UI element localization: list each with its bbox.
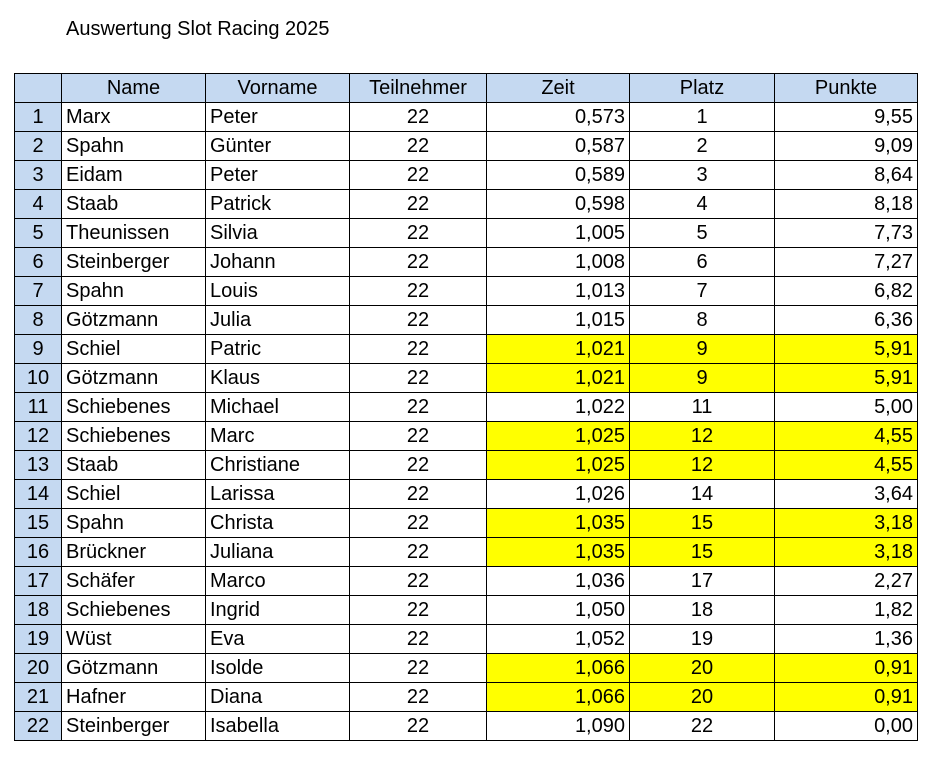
row-index: 5 (15, 219, 62, 248)
cell-zeit: 1,015 (487, 306, 630, 335)
cell-punkte: 3,18 (775, 509, 918, 538)
cell-platz: 11 (630, 393, 775, 422)
row-index: 16 (15, 538, 62, 567)
cell-platz: 20 (630, 654, 775, 683)
cell-zeit: 1,026 (487, 480, 630, 509)
cell-punkte: 2,27 (775, 567, 918, 596)
cell-zeit: 1,052 (487, 625, 630, 654)
cell-name: Spahn (62, 277, 206, 306)
cell-platz: 22 (630, 712, 775, 741)
cell-zeit: 1,021 (487, 364, 630, 393)
cell-platz: 4 (630, 190, 775, 219)
row-index: 7 (15, 277, 62, 306)
cell-teilnehmer: 22 (350, 103, 487, 132)
cell-teilnehmer: 22 (350, 219, 487, 248)
cell-teilnehmer: 22 (350, 654, 487, 683)
row-index: 18 (15, 596, 62, 625)
cell-platz: 15 (630, 509, 775, 538)
cell-name: Marx (62, 103, 206, 132)
cell-zeit: 1,013 (487, 277, 630, 306)
cell-vorname: Peter (206, 161, 350, 190)
cell-platz: 1 (630, 103, 775, 132)
table-row (15, 538, 918, 567)
results-table (14, 73, 918, 741)
header-name: Name (62, 74, 206, 103)
cell-punkte: 5,91 (775, 364, 918, 393)
page-title: Auswertung Slot Racing 2025 (66, 18, 330, 40)
row-index: 6 (15, 248, 62, 277)
cell-punkte: 6,36 (775, 306, 918, 335)
cell-punkte: 1,82 (775, 596, 918, 625)
row-index: 12 (15, 422, 62, 451)
row-index: 4 (15, 190, 62, 219)
row-index: 10 (15, 364, 62, 393)
cell-name: Schiebenes (62, 596, 206, 625)
cell-teilnehmer: 22 (350, 335, 487, 364)
cell-name: Götzmann (62, 654, 206, 683)
cell-teilnehmer: 22 (350, 277, 487, 306)
cell-punkte: 3,64 (775, 480, 918, 509)
table-row (15, 683, 918, 712)
cell-name: Schäfer (62, 567, 206, 596)
cell-vorname: Louis (206, 277, 350, 306)
cell-platz: 18 (630, 596, 775, 625)
cell-name: Schiebenes (62, 393, 206, 422)
cell-teilnehmer: 22 (350, 393, 487, 422)
cell-punkte: 7,73 (775, 219, 918, 248)
table-row (15, 306, 918, 335)
cell-zeit: 0,587 (487, 132, 630, 161)
cell-vorname: Patric (206, 335, 350, 364)
cell-platz: 2 (630, 132, 775, 161)
cell-platz: 3 (630, 161, 775, 190)
row-index: 17 (15, 567, 62, 596)
row-index: 1 (15, 103, 62, 132)
cell-vorname: Michael (206, 393, 350, 422)
cell-platz: 14 (630, 480, 775, 509)
row-index: 9 (15, 335, 62, 364)
cell-vorname: Christiane (206, 451, 350, 480)
cell-teilnehmer: 22 (350, 132, 487, 161)
cell-punkte: 8,18 (775, 190, 918, 219)
cell-vorname: Johann (206, 248, 350, 277)
cell-zeit: 0,573 (487, 103, 630, 132)
table-row (15, 219, 918, 248)
cell-vorname: Julia (206, 306, 350, 335)
header-vorname: Vorname (206, 74, 350, 103)
cell-vorname: Christa (206, 509, 350, 538)
row-index: 8 (15, 306, 62, 335)
cell-platz: 17 (630, 567, 775, 596)
row-index: 20 (15, 654, 62, 683)
table-row (15, 248, 918, 277)
cell-vorname: Marc (206, 422, 350, 451)
cell-teilnehmer: 22 (350, 538, 487, 567)
cell-zeit: 1,035 (487, 509, 630, 538)
cell-zeit: 1,036 (487, 567, 630, 596)
cell-teilnehmer: 22 (350, 509, 487, 538)
table-row (15, 161, 918, 190)
header-platz: Platz (630, 74, 775, 103)
header-row (15, 74, 918, 103)
table-row (15, 335, 918, 364)
cell-zeit: 1,021 (487, 335, 630, 364)
header-teilnehmer: Teilnehmer (350, 74, 487, 103)
cell-zeit: 0,598 (487, 190, 630, 219)
cell-name: Theunissen (62, 219, 206, 248)
cell-teilnehmer: 22 (350, 712, 487, 741)
cell-name: Hafner (62, 683, 206, 712)
cell-punkte: 0,91 (775, 654, 918, 683)
cell-vorname: Günter (206, 132, 350, 161)
cell-name: Staab (62, 190, 206, 219)
cell-zeit: 1,090 (487, 712, 630, 741)
cell-name: Eidam (62, 161, 206, 190)
cell-platz: 9 (630, 364, 775, 393)
table-row (15, 596, 918, 625)
cell-punkte: 0,00 (775, 712, 918, 741)
cell-zeit: 1,035 (487, 538, 630, 567)
header-zeit: Zeit (487, 74, 630, 103)
cell-platz: 8 (630, 306, 775, 335)
cell-punkte: 4,55 (775, 422, 918, 451)
cell-name: Götzmann (62, 364, 206, 393)
table-row (15, 509, 918, 538)
cell-teilnehmer: 22 (350, 683, 487, 712)
cell-name: Steinberger (62, 712, 206, 741)
table-row (15, 654, 918, 683)
cell-teilnehmer: 22 (350, 451, 487, 480)
table-row (15, 567, 918, 596)
cell-vorname: Diana (206, 683, 350, 712)
cell-vorname: Silvia (206, 219, 350, 248)
cell-teilnehmer: 22 (350, 364, 487, 393)
cell-name: Steinberger (62, 248, 206, 277)
table-row (15, 277, 918, 306)
cell-platz: 20 (630, 683, 775, 712)
cell-platz: 15 (630, 538, 775, 567)
table-row (15, 364, 918, 393)
table-row (15, 451, 918, 480)
cell-vorname: Larissa (206, 480, 350, 509)
row-index: 15 (15, 509, 62, 538)
table-row (15, 103, 918, 132)
cell-punkte: 9,55 (775, 103, 918, 132)
cell-vorname: Patrick (206, 190, 350, 219)
cell-zeit: 1,005 (487, 219, 630, 248)
cell-zeit: 1,008 (487, 248, 630, 277)
cell-vorname: Eva (206, 625, 350, 654)
cell-name: Schiebenes (62, 422, 206, 451)
cell-teilnehmer: 22 (350, 190, 487, 219)
cell-name: Götzmann (62, 306, 206, 335)
row-index: 22 (15, 712, 62, 741)
cell-name: Brückner (62, 538, 206, 567)
cell-vorname: Ingrid (206, 596, 350, 625)
cell-punkte: 5,91 (775, 335, 918, 364)
cell-vorname: Klaus (206, 364, 350, 393)
cell-name: Spahn (62, 509, 206, 538)
table-row (15, 422, 918, 451)
table-row (15, 132, 918, 161)
cell-zeit: 1,050 (487, 596, 630, 625)
row-index: 21 (15, 683, 62, 712)
cell-teilnehmer: 22 (350, 480, 487, 509)
cell-platz: 19 (630, 625, 775, 654)
cell-zeit: 1,025 (487, 451, 630, 480)
row-index: 13 (15, 451, 62, 480)
cell-zeit: 1,025 (487, 422, 630, 451)
header-punkte: Punkte (775, 74, 918, 103)
cell-teilnehmer: 22 (350, 625, 487, 654)
table-row (15, 625, 918, 654)
cell-platz: 7 (630, 277, 775, 306)
cell-vorname: Marco (206, 567, 350, 596)
cell-name: Staab (62, 451, 206, 480)
cell-punkte: 4,55 (775, 451, 918, 480)
table-row (15, 393, 918, 422)
row-index: 3 (15, 161, 62, 190)
cell-vorname: Peter (206, 103, 350, 132)
cell-teilnehmer: 22 (350, 248, 487, 277)
cell-zeit: 1,022 (487, 393, 630, 422)
cell-name: Schiel (62, 480, 206, 509)
row-index: 11 (15, 393, 62, 422)
row-index: 19 (15, 625, 62, 654)
cell-platz: 9 (630, 335, 775, 364)
cell-platz: 12 (630, 422, 775, 451)
cell-punkte: 0,91 (775, 683, 918, 712)
cell-punkte: 6,82 (775, 277, 918, 306)
cell-punkte: 1,36 (775, 625, 918, 654)
cell-teilnehmer: 22 (350, 306, 487, 335)
cell-punkte: 8,64 (775, 161, 918, 190)
row-index: 14 (15, 480, 62, 509)
cell-vorname: Isabella (206, 712, 350, 741)
cell-vorname: Isolde (206, 654, 350, 683)
cell-name: Schiel (62, 335, 206, 364)
cell-zeit: 0,589 (487, 161, 630, 190)
cell-teilnehmer: 22 (350, 422, 487, 451)
header-index (15, 74, 62, 103)
cell-teilnehmer: 22 (350, 161, 487, 190)
table-row (15, 480, 918, 509)
table-row (15, 712, 918, 741)
cell-vorname: Juliana (206, 538, 350, 567)
cell-platz: 6 (630, 248, 775, 277)
table-row (15, 190, 918, 219)
cell-name: Spahn (62, 132, 206, 161)
cell-teilnehmer: 22 (350, 596, 487, 625)
cell-zeit: 1,066 (487, 654, 630, 683)
cell-platz: 12 (630, 451, 775, 480)
cell-teilnehmer: 22 (350, 567, 487, 596)
cell-punkte: 9,09 (775, 132, 918, 161)
cell-punkte: 7,27 (775, 248, 918, 277)
row-index: 2 (15, 132, 62, 161)
cell-punkte: 5,00 (775, 393, 918, 422)
cell-name: Wüst (62, 625, 206, 654)
cell-platz: 5 (630, 219, 775, 248)
cell-zeit: 1,066 (487, 683, 630, 712)
cell-punkte: 3,18 (775, 538, 918, 567)
